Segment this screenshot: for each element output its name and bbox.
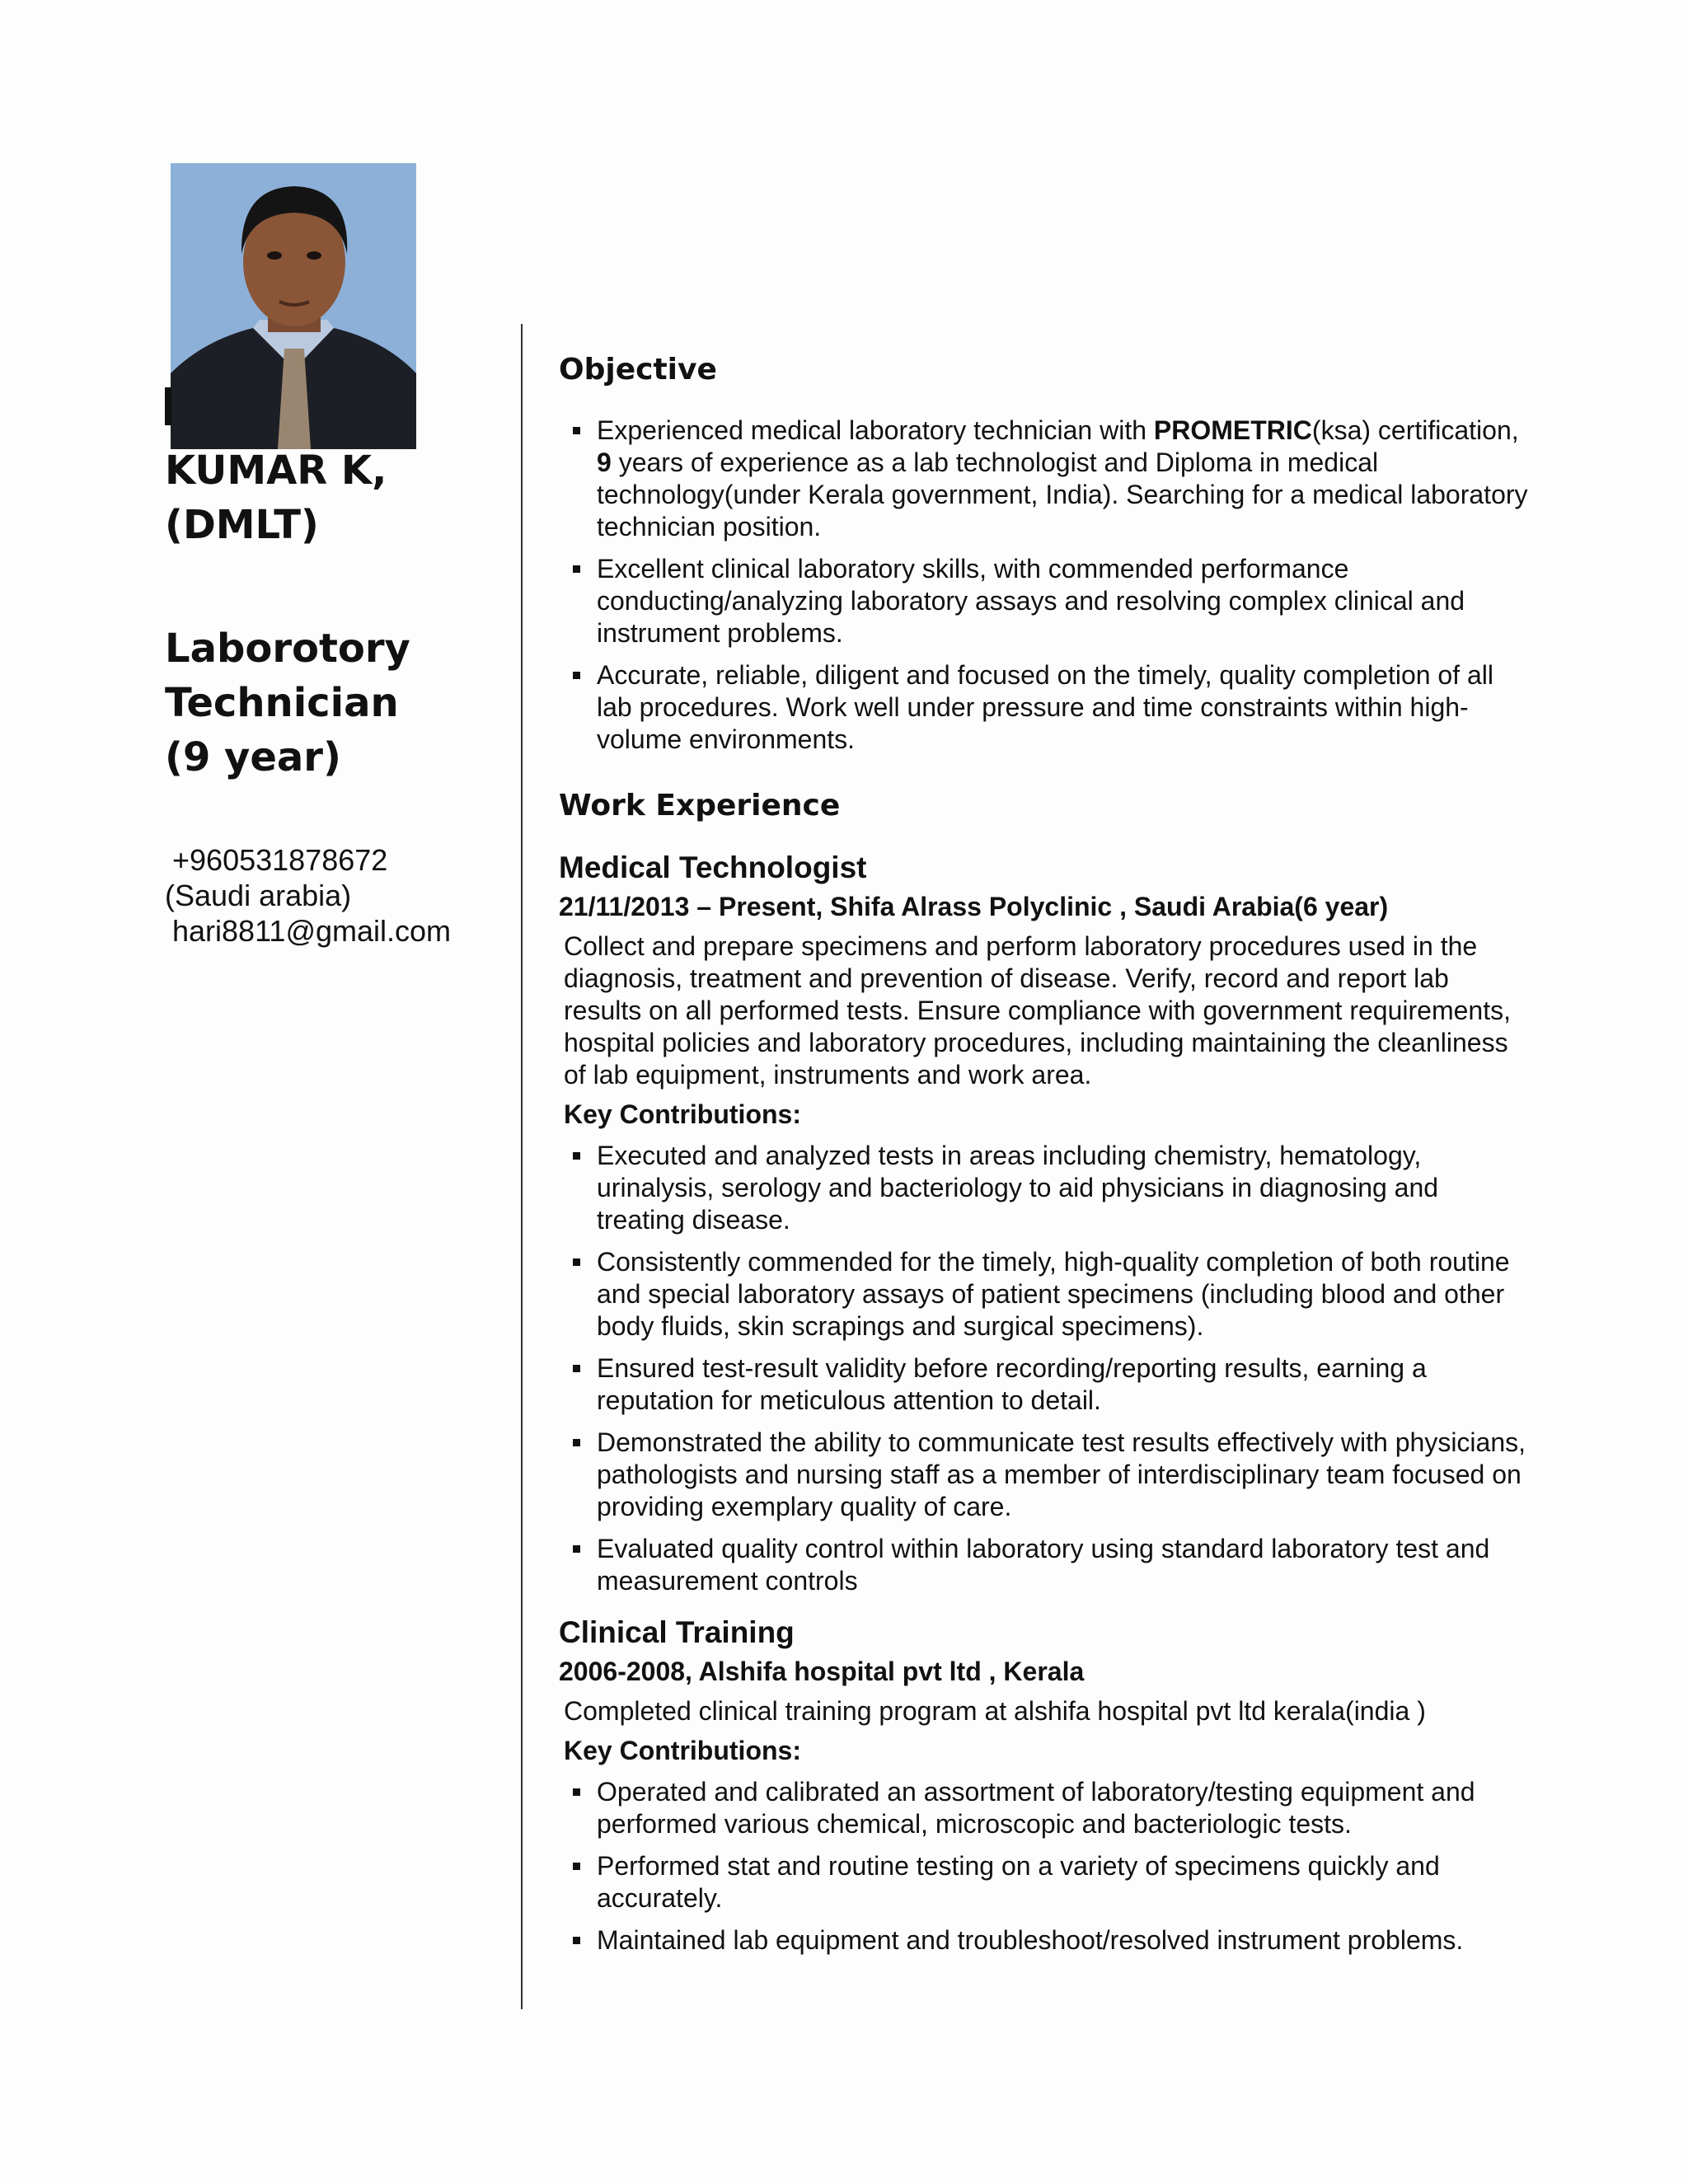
job-description: Collect and prepare specimens and perform laboratory procedures used in the diagnosis, treatment and prevention of disease. Verify, record and report lab results on all performed tests. Ensure compliance with government requirements, hospital policies and laboratory procedures, including maintaining the cleanliness of lab equipment, instruments and work area.	[564, 931, 1511, 1090]
list-item: Executed and analyzed tests in areas including chemistry, hematology, urinalysis, serology and bacteriology to aid physicians in diagnosing and treating disease.	[559, 1140, 1531, 1236]
job-title: Clinical Training	[559, 1615, 795, 1649]
bullet-icon	[573, 1258, 580, 1266]
objective-item: Experienced medical laboratory technician with PROMETRIC(ksa) certification, 9 years of experience as a lab technologist and Diploma in medical technology(under Kerala government, India). Searching for a medical laboratory technician position.	[559, 415, 1531, 543]
list-item: Maintained lab equipment and troubleshoot/resolved instrument problems.	[559, 1924, 1531, 1957]
list-item: Demonstrated the ability to communicate test results effectively with physicians, pathologists and nursing staff as a member of interdisciplinary team focused on providing exemplary quality of care.	[559, 1427, 1531, 1523]
objective-heading: Objective	[559, 353, 717, 387]
job-description: Completed clinical training program at alshifa hospital pvt ltd kerala(india )	[564, 1696, 1426, 1726]
job-meta: 21/11/2013 – Present, Shifa Alrass Polyclinic , Saudi Arabia(6 year)	[559, 892, 1389, 921]
bullet-icon	[573, 1439, 580, 1446]
name-line-1: KUMAR K,	[165, 448, 387, 494]
bullet-icon	[573, 1545, 580, 1553]
bullet-icon	[573, 1152, 580, 1160]
role-line-1: Laborotory	[165, 626, 410, 672]
bullet-icon	[573, 427, 580, 434]
key-contributions-label: Key Contributions:	[564, 1736, 801, 1765]
list-item: Operated and calibrated an assortment of laboratory/testing equipment and performed various chemical, microscopic and bacteriologic tests.	[559, 1776, 1531, 1840]
job-meta: 2006-2008, Alshifa hospital pvt ltd , Kerala	[559, 1657, 1085, 1686]
job-title: Medical Technologist	[559, 851, 867, 884]
bullet-icon	[573, 1365, 580, 1372]
name-line-2: (DMLT)	[165, 502, 319, 548]
objective-item: Accurate, reliable, diligent and focused on the timely, quality completion of all lab procedures. Work well under pressure and time constraints within high-volume environments.	[559, 659, 1531, 756]
role-line-2: Technician	[165, 680, 399, 726]
phone-number: +960531878672	[172, 843, 388, 877]
bullet-icon	[573, 565, 580, 573]
name-fragment	[165, 387, 171, 425]
location: (Saudi arabia)	[165, 879, 352, 912]
job1-contributions	[559, 1140, 1531, 1597]
main-content	[559, 353, 1531, 1966]
list-item: Evaluated quality control within laboratory using standard laboratory test and measurement controls	[559, 1533, 1531, 1597]
column-divider	[521, 324, 523, 2009]
role-line-3: (9 year)	[165, 734, 341, 780]
bullet-icon	[573, 1937, 580, 1944]
list-item: Performed stat and routine testing on a variety of specimens quickly and accurately.	[559, 1850, 1531, 1915]
list-item: Ensured test-result validity before recording/reporting results, earning a reputation for meticulous attention to detail.	[559, 1352, 1531, 1417]
list-item: Consistently commended for the timely, high-quality completion of both routine and special laboratory assays of patient specimens (including blood and other body fluids, skin scrapings and surgical specimens).	[559, 1246, 1531, 1343]
bullet-icon	[573, 1863, 580, 1870]
profile-photo	[171, 163, 416, 449]
work-experience-heading: Work Experience	[559, 789, 841, 823]
email-link[interactable]: hari8811@gmail.com	[172, 914, 452, 948]
objective-item: Excellent clinical laboratory skills, with commended performance conducting/analyzing laboratory assays and resolving complex clinical and instrument problems.	[559, 553, 1531, 649]
job2-contributions	[559, 1776, 1531, 1957]
key-contributions-label: Key Contributions:	[564, 1099, 801, 1129]
objective-list	[559, 415, 1531, 756]
bullet-icon	[573, 1788, 580, 1796]
bullet-icon	[573, 672, 580, 679]
